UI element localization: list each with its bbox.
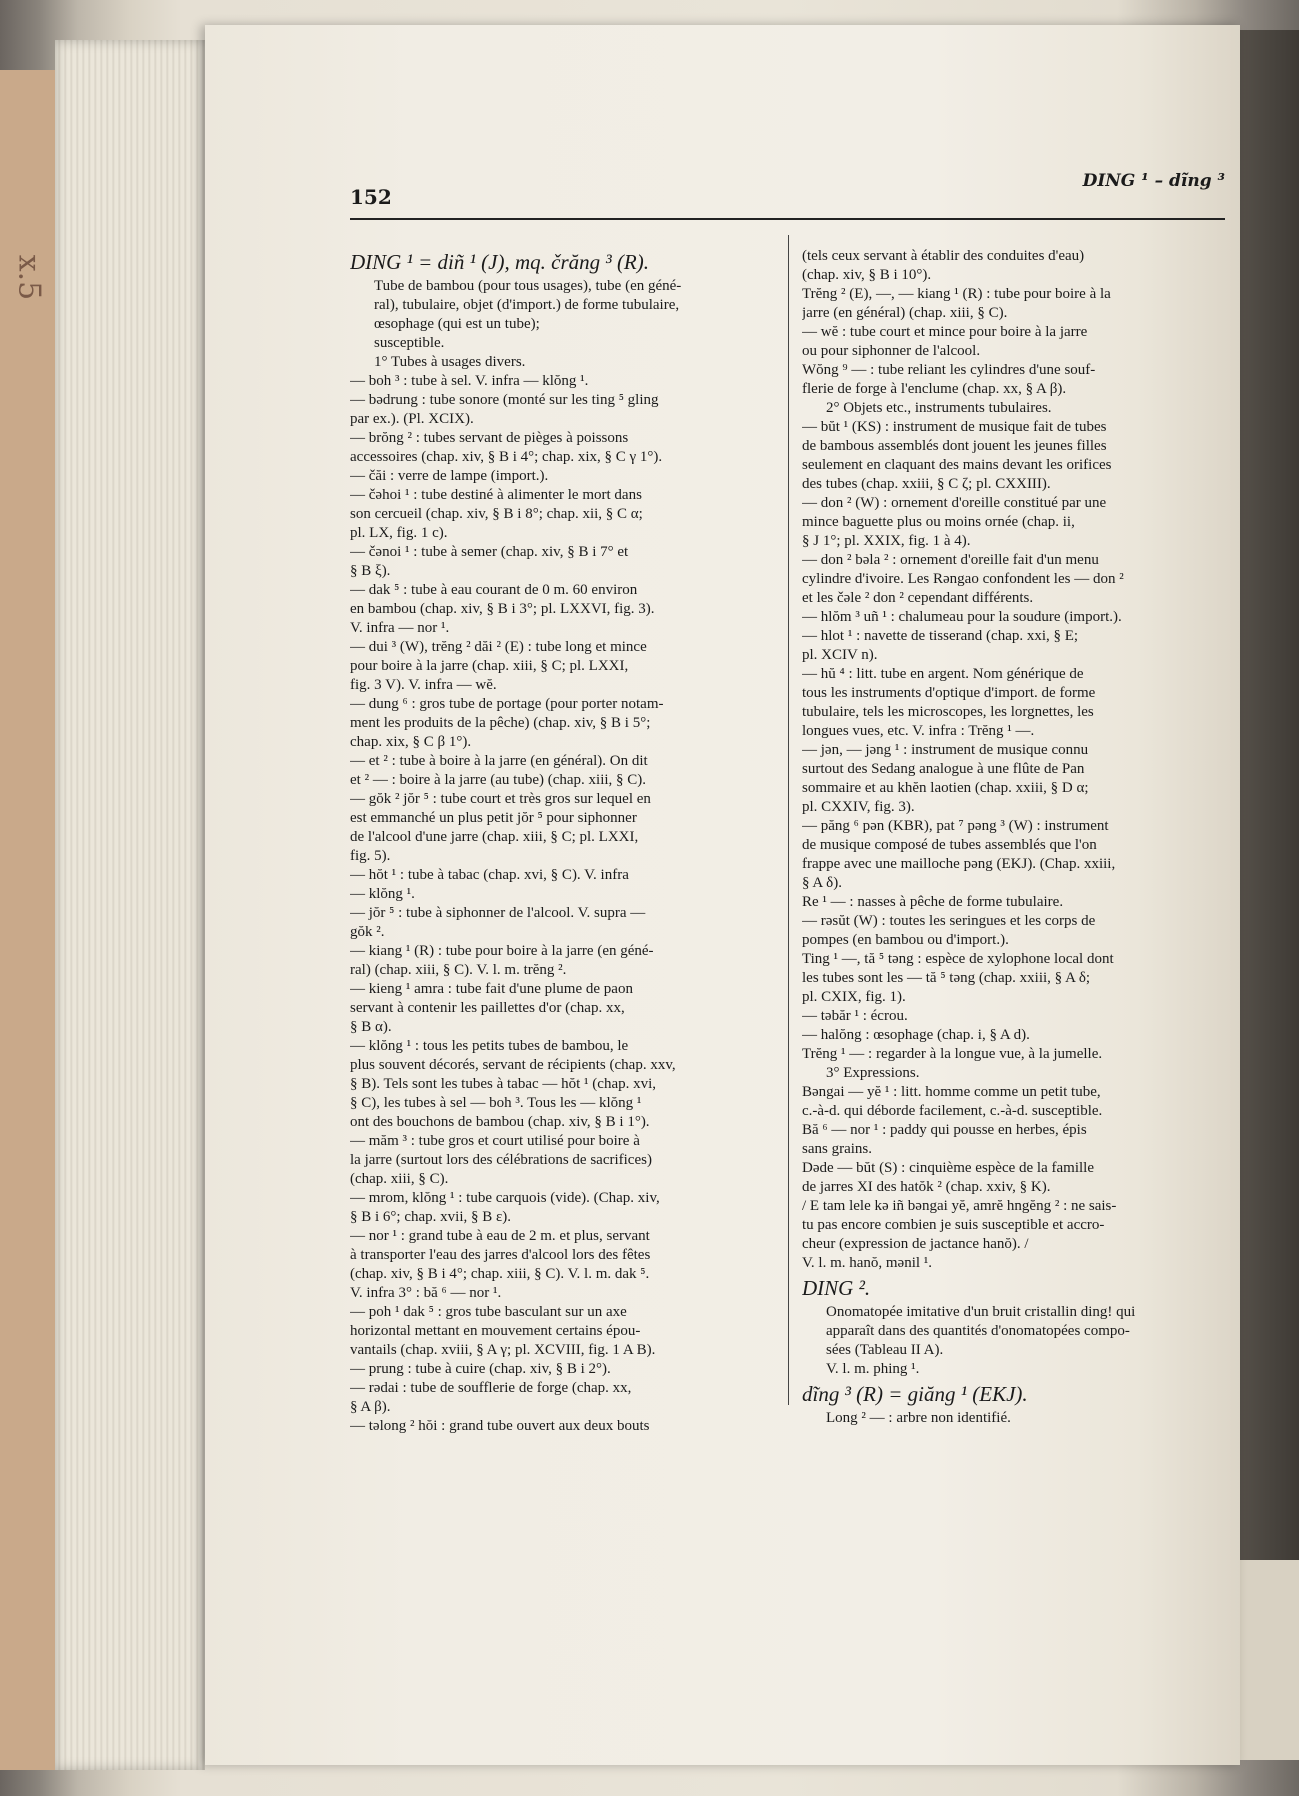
book-cover-edge [0,70,60,1770]
entry-line: sans grains. [802,1141,872,1157]
entry-line: — hŏt ¹ : tube à tabac (chap. xvi, § C). V. infra [350,867,629,883]
entry-line: tu pas encore combien je suis susceptible et accro- [802,1217,1105,1233]
entry-line: — dui ³ (W), trĕng ² dăi ² (E) : tube long et mince [350,639,647,655]
entry-line: — gŏk ² jŏr ⁵ : tube court et très gros sur lequel en [350,791,651,807]
entry-line: V. l. m. hanŏ, mənil ¹. [802,1255,933,1271]
entry-line: § B ξ). [350,563,391,579]
entry-line: frappe avec une mailloche pəng (EKJ). (Chap. xxiii, [802,856,1116,872]
entry-line: mince baguette plus ou moins ornée (chap. ii, [802,514,1075,530]
entry-line: — poh ¹ dak ⁵ : gros tube basculant sur un axe [350,1304,627,1320]
entry-line: — bədrung : tube sonore (monté sur les ting ⁵ gling [350,392,659,408]
entry-line: — rədai : tube de soufflerie de forge (chap. xx, [350,1380,632,1396]
entry-line: — halŏng : œsophage (chap. i, § A d). [802,1027,1030,1043]
column-divider [788,235,789,1405]
entry-line: flerie de forge à l'enclume (chap. xx, § A β). [802,381,1067,397]
entry-line: des tubes (chap. xxiii, § C ζ; pl. CXXIII). [802,476,1051,492]
entry-line: — hlot ¹ : navette de tisserand (chap. xxi, § E; [802,628,1079,644]
entry-line: — kiang ¹ (R) : tube pour boire à la jarre (en géné- [350,943,654,959]
section-heading: 3° Expressions. [826,1065,920,1081]
entry-headword: DING ¹ = diñ ¹ (J), mq. črăng ³ (R). [350,250,650,274]
entry-line: en bambou (chap. xiv, § B i 3°; pl. LXXVI, fig. 3). [350,601,655,617]
entry-line: susceptible. [374,335,445,351]
entry-line: c.-à-d. qui déborde facilement, c.-à-d. susceptible. [802,1103,1103,1119]
entry-line: V. l. m. phing ¹. [826,1361,920,1377]
entry-line: pl. XCIV n). [802,647,878,663]
entry-line: — təlong ² hŏi : grand tube ouvert aux deux bouts [350,1418,650,1434]
entry-line: (tels ceux servant à établir des conduites d'eau) [802,248,1085,264]
entry-line: de l'alcool d'une jarre (chap. xiii, § C; pl. LXXI, [350,829,639,845]
entry-line: gŏk ². [350,924,385,940]
section-heading: 2° Objets etc., instruments tubulaires. [826,400,1052,416]
entry-line: Tube de bambou (pour tous usages), tube (en géné- [374,278,682,294]
entry-line: Dəde — bŭt (S) : cinquième espèce de la famille [802,1160,1094,1176]
entry-line: Trĕng ² (E), —, — kiang ¹ (R) : tube pour boire à la [802,286,1111,302]
entry-line: — dung ⁶ : gros tube de portage (pour porter notam- [350,696,664,712]
entry-line: à transporter l'eau des jarres d'alcool lors des fêtes [350,1247,651,1263]
section-heading: 1° Tubes à usages divers. [374,354,526,370]
entry-line: § A δ). [802,875,842,891]
entry-line: Bəngai — yĕ ¹ : litt. homme comme un petit tube, [802,1084,1101,1100]
entry-line: / E tam lele kə iñ bəngai yĕ, amrĕ hngĕng ² : ne sais- [802,1198,1117,1214]
entry-line: servant à contenir les paillettes d'or (chap. xx, [350,1000,625,1016]
page-content [350,171,1230,1545]
entry-line: Re ¹ — : nasses à pêche de forme tubulaire. [802,894,1064,910]
left-column [350,247,768,1436]
entry-line: cylindre d'ivoire. Les Rəngao confondent les — don ² [802,571,1124,587]
entry-line: — čəhoi ¹ : tube destiné à alimenter le mort dans [350,487,642,503]
entry-line: et les čəle ² don ² cependant différents. [802,590,1034,606]
entry-line: tous les instruments d'optique d'import. de forme [802,685,1096,701]
entry-line: Bă ⁶ — nor ¹ : paddy qui pousse en herbes, épis [802,1122,1087,1138]
entry-line: horizontal mettant en mouvement certains épou- [350,1323,641,1339]
entry-line: de bambous assemblés dont jouent les jeunes filles [802,438,1107,454]
header-rule [350,218,1225,220]
facing-page-shadow [1240,30,1299,1750]
entry-line: longues vues, etc. V. infra : Trĕng ¹ —. [802,723,1035,739]
entry-line: § C), les tubes à sel — boh ³. Tous les — klŏng ¹ [350,1095,642,1111]
entry-line: (chap. xiv, § B i 10°). [802,267,932,283]
entry-line: son cercueil (chap. xiv, § B i 8°; chap. xii, § C α; [350,506,643,522]
entry-line: ment les produits de la pêche) (chap. xiv, § B i 5°; [350,715,651,731]
page-number: 152 [350,185,392,209]
entry-line: — təbăr ¹ : écrou. [802,1008,908,1024]
entry-line: chap. xix, § C β 1°). [350,734,472,750]
entry-line: vantails (chap. xviii, § A γ; pl. XCVIII, fig. 1 A B). [350,1342,656,1358]
entry-line: Onomatopée imitative d'un bruit cristallin ding! qui [826,1304,1136,1320]
entry-line: œsophage (qui est un tube); [374,316,540,332]
entry-line: ont des bouchons de bambou (chap. xiv, § B i 1°). [350,1114,650,1130]
entry-line: pl. CXIX, fig. 1). [802,989,906,1005]
entry-line: — klŏng ¹. [350,886,415,902]
entry-line: ou pour siphonner de l'alcool. [802,343,981,359]
entry-line: — nor ¹ : grand tube à eau de 2 m. et plus, servant [350,1228,650,1244]
entry-line: les tubes sont les — tă ⁵ təng (chap. xxiii, § A δ; [802,970,1091,986]
facing-page-corner [1240,1560,1299,1760]
entry-line: — et ² : tube à boire à la jarre (en général). On dit [350,753,648,769]
entry-line: § B α). [350,1019,392,1035]
entry-line: jarre (en général) (chap. xiii, § C). [802,305,1008,321]
entry-headword: DING ². [802,1276,871,1300]
entry-line: — jən, — jəng ¹ : instrument de musique connu [802,742,1089,758]
entry-line: ral), tubulaire, objet (d'import.) de forme tubulaire, [374,297,680,313]
entry-headword: dĩng ³ (R) = giăng ¹ (EKJ). [802,1382,1028,1406]
entry-line: — čăi : verre de lampe (import.). [350,468,549,484]
page-stack-edges [55,40,205,1770]
entry-line: pl. CXXIV, fig. 3). [802,799,915,815]
entry-line: — prung : tube à cuire (chap. xiv, § B i 2°). [350,1361,611,1377]
entry-line: — mrom, klŏng ¹ : tube carquois (vide). (Chap. xiv, [350,1190,660,1206]
entry-line: pour boire à la jarre (chap. xiii, § C; pl. LXXI, [350,658,629,674]
entry-line: — kieng ¹ amra : tube fait d'une plume de paon [350,981,633,997]
entry-line: de musique composé de tubes assemblés que l'on [802,837,1097,853]
entry-line: cheur (expression de jactance hanŏ). / [802,1236,1029,1252]
entry-line: Long ² — : arbre non identifié. [826,1410,1011,1426]
entry-line: — wĕ : tube court et mince pour boire à la jarre [802,324,1088,340]
entry-line: sées (Tableau II A). [826,1342,944,1358]
entry-line: — dak ⁵ : tube à eau courant de 0 m. 60 environ [350,582,638,598]
entry-line: sommaire et au khĕn laotien (chap. xxiii, § D α; [802,780,1089,796]
entry-line: — boh ³ : tube à sel. V. infra — klŏng ¹. [350,373,589,389]
entry-line: fig. 5). [350,848,391,864]
entry-line: § A β). [350,1399,391,1415]
entry-line: — klŏng ¹ : tous les petits tubes de bambou, le [350,1038,629,1054]
entry-line: — don ² (W) : ornement d'oreille constitué par une [802,495,1107,511]
entry-line: fig. 3 V). V. infra — wĕ. [350,677,497,693]
entry-line: par ex.). (Pl. XCIX). [350,411,474,427]
entry-line: — hlŏm ³ uñ ¹ : chalumeau pour la soudure (import.). [802,609,1122,625]
running-head: DING ¹ – dĩng ³ [1082,171,1225,191]
entry-line: — brŏng ² : tubes servant de pièges à poissons [350,430,629,446]
entry-line: est emmanché un plus petit jŏr ⁵ pour siphonner [350,810,637,826]
entry-line: — jŏr ⁵ : tube à siphonner de l'alcool. V. supra — [350,905,646,921]
entry-line: — čənoi ¹ : tube à semer (chap. xiv, § B i 7° et [350,544,629,560]
entry-line: — don ² bəla ² : ornement d'oreille fait d'un menu [802,552,1099,568]
entry-line: Wŏng ⁹ — : tube reliant les cylindres d'une souf- [802,362,1096,378]
entry-line: la jarre (surtout lors des célébrations de sacrifices) [350,1152,652,1168]
entry-line: tubulaire, tels les microscopes, les lorgnettes, les [802,704,1094,720]
right-column [802,247,1227,1428]
entry-line: accessoires (chap. xiv, § B i 4°; chap. xix, § C γ 1°). [350,449,663,465]
entry-line: — rəsŭt (W) : toutes les seringues et les corps de [802,913,1096,929]
entry-line: surtout des Sedang analogue à une flûte de Pan [802,761,1085,777]
pencil-mark: x.5 [11,254,47,301]
entry-line: ral) (chap. xiii, § C). V. l. m. trĕng ². [350,962,567,978]
entry-line: § J 1°; pl. XXIX, fig. 1 à 4). [802,533,971,549]
entry-line: § B i 6°; chap. xvii, § B ε). [350,1209,512,1225]
entry-line: — bŭt ¹ (KS) : instrument de musique fait de tubes [802,419,1107,435]
entry-line: apparaît dans des quantités d'onomatopées compo- [826,1323,1130,1339]
entry-line: — măm ³ : tube gros et court utilisé pour boire à [350,1133,640,1149]
entry-line: pompes (en bambou ou d'import.). [802,932,1009,948]
entry-line: — păng ⁶ pən (KBR), pat ⁷ pəng ³ (W) : instrument [802,818,1109,834]
entry-line: — hŭ ⁴ : litt. tube en argent. Nom générique de [802,666,1084,682]
entry-line: Trĕng ¹ — : regarder à la longue vue, à la jumelle. [802,1046,1103,1062]
entry-line: et ² — : boire à la jarre (au tube) (chap. xiii, § C). [350,772,647,788]
entry-line: V. infra 3° : bă ⁶ — nor ¹. [350,1285,502,1301]
entry-line: plus souvent décorés, servant de récipients (chap. xxv, [350,1057,676,1073]
entry-line: de jarres XI des hatŏk ² (chap. xxiv, § K). [802,1179,1051,1195]
entry-line: (chap. xiv, § B i 4°; chap. xiii, § C). V. l. m. dak ⁵. [350,1266,650,1282]
entry-line: seulement en claquant des mains devant les orifices [802,457,1112,473]
entry-line: § B). Tels sont les tubes à tabac — hŏt ¹ (chap. xvi, [350,1076,657,1092]
entry-line: Ting ¹ —, tă ⁵ təng : espèce de xylophone local dont [802,951,1114,967]
entry-line: V. infra — nor ¹. [350,620,450,636]
entry-line: pl. LX, fig. 1 c). [350,525,448,541]
entry-line: (chap. xiii, § C). [350,1171,449,1187]
